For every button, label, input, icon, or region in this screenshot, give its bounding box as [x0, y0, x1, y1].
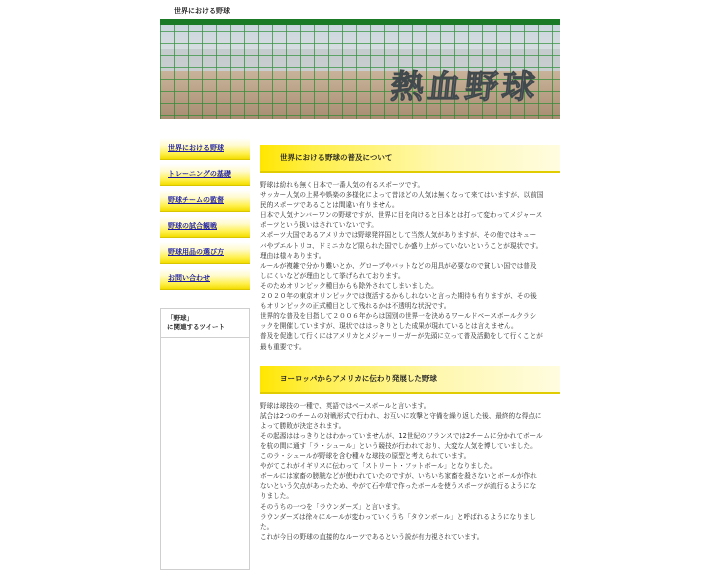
section-heading: 世界における野球の普及について — [260, 145, 560, 173]
tweet-subtitle: に関連するツイート — [167, 323, 226, 331]
body-line: ボールには家畜の膀胱などが使われていたのですが、いちいち家畜を殺さないとボールが作れ — [260, 472, 537, 481]
sidebar-item-contact[interactable]: お問い合わせ — [160, 268, 250, 290]
body-line: もオリンピックの正式種目として残れるかは不透明な状況です。 — [260, 302, 451, 311]
body-line: 普及を促進して行くにはアメリカとメジャーリーガーが先頭に立って普及活動をして行くことが — [260, 332, 543, 341]
tweet-title: 「野球」 — [167, 314, 193, 322]
body-line: ックを開催していますが、現状でははっきりとした成果が現れているとは言えません。 — [260, 322, 518, 331]
tweet-widget — [160, 308, 250, 570]
body-line: そのためオリンピック種目からも除外されてしまいました。 — [260, 281, 438, 290]
body-line: スポーツ大国であるアメリカでは野球発祥国として当然人気がありますが、その他ではキュー — [260, 231, 537, 240]
body-line: よって勝敗が決定されます。 — [260, 421, 346, 430]
body-line: サッカー人気の上昇や娯楽の多様化によって昔ほどの人気は無くなって来てはいますが、以前国 — [260, 191, 544, 200]
body-line: ルールが複雑で分かり難いとか、グローブやバットなどの用具が必要なので貧しい国では普及 — [260, 261, 537, 270]
body-line: しにくいなどが理由として挙げられております。 — [260, 271, 405, 280]
body-line: ラウンダーズは徐々にルールが変わっていくうち「タウンボール」と呼ばれるようになりまし — [260, 512, 537, 521]
body-line: これが今日の野球の直接的なルーツであるという説が有力視されています。 — [260, 532, 484, 541]
section-body — [260, 173, 560, 352]
sidebar-item-equipment[interactable]: 野球用品の選び方 — [160, 242, 250, 264]
sidebar-item-game-watching[interactable]: 野球の試合観戦 — [160, 216, 250, 238]
sidebar-item-team-manager[interactable]: 野球チームの監督 — [160, 190, 250, 212]
body-line: そのうちの一つを「ラウンダーズ」と言います。 — [260, 502, 404, 511]
section-body — [260, 394, 560, 542]
tweet-widget-header — [161, 309, 249, 338]
site-title: 世界における野球 — [174, 7, 230, 15]
body-line: ポーツという扱いはされていないです。 — [260, 221, 378, 230]
body-line: ないという欠点があったため、やがて石や草で作ったボールを使うスポーツが流行るようにな — [260, 482, 537, 491]
section-heading: ヨーロッパからアメリカに伝わり発展した野球 — [260, 366, 560, 394]
body-line: 最も重要です。 — [260, 342, 306, 351]
body-line: を杭の間に通す「ラ・シュール」という競技が行われており、大変な人気を博していました。 — [260, 441, 537, 450]
header-banner — [160, 19, 560, 119]
body-line: 民的スポーツであることは間違い有りません。 — [260, 201, 399, 210]
body-line: 試合は2つのチームの対戦形式で行われ、お互いに攻撃と守備を繰り返した後、最終的な得点に — [260, 411, 542, 420]
body-line: ２０２０年の東京オリンピックでは復活するかもしれないと言った期待も有りますが、その後 — [260, 292, 537, 301]
sidebar-item-training[interactable]: トレーニングの基礎 — [160, 164, 250, 186]
sidebar-nav — [160, 138, 250, 570]
main-content — [260, 145, 560, 556]
body-line: 野球は紛れも無く日本で一番人気の有るスポーツです。 — [260, 181, 425, 189]
body-line: その起源ははっきりとはわかっていませんが、12世紀のフランスでは2チームに分かれてボール — [260, 431, 543, 440]
body-line: 理由は様々あります。 — [260, 251, 326, 260]
body-line: りました。 — [260, 492, 293, 501]
body-line: このラ・シュールが野球を含む種々な球技の原型と考えられています。 — [260, 452, 471, 461]
body-line: 世界的な普及を目指して２００６年からは国別の世界一を決めるワールドベースボールクラシ — [260, 312, 537, 321]
body-line: 日本で人気ナンバーワンの野球ですが、世界に目を向けると日本とは打って変わってメジャース — [260, 211, 543, 220]
banner-logo-text: 熱血野球 — [388, 67, 541, 106]
body-line: 野球は球技の一種で、英語ではベースボールと言います。 — [260, 401, 431, 410]
banner-image — [160, 19, 560, 119]
body-line: た。 — [260, 522, 274, 531]
body-line: バやプエルトリコ、ドミニカなど限られた国でしか盛り上がっていないということが現状です。 — [260, 241, 543, 250]
body-line: やがてこれがイギリスに伝わって「ストリート・フットボール」となりました。 — [260, 462, 497, 471]
sidebar-item-world-baseball[interactable]: 世界における野球 — [160, 138, 250, 160]
